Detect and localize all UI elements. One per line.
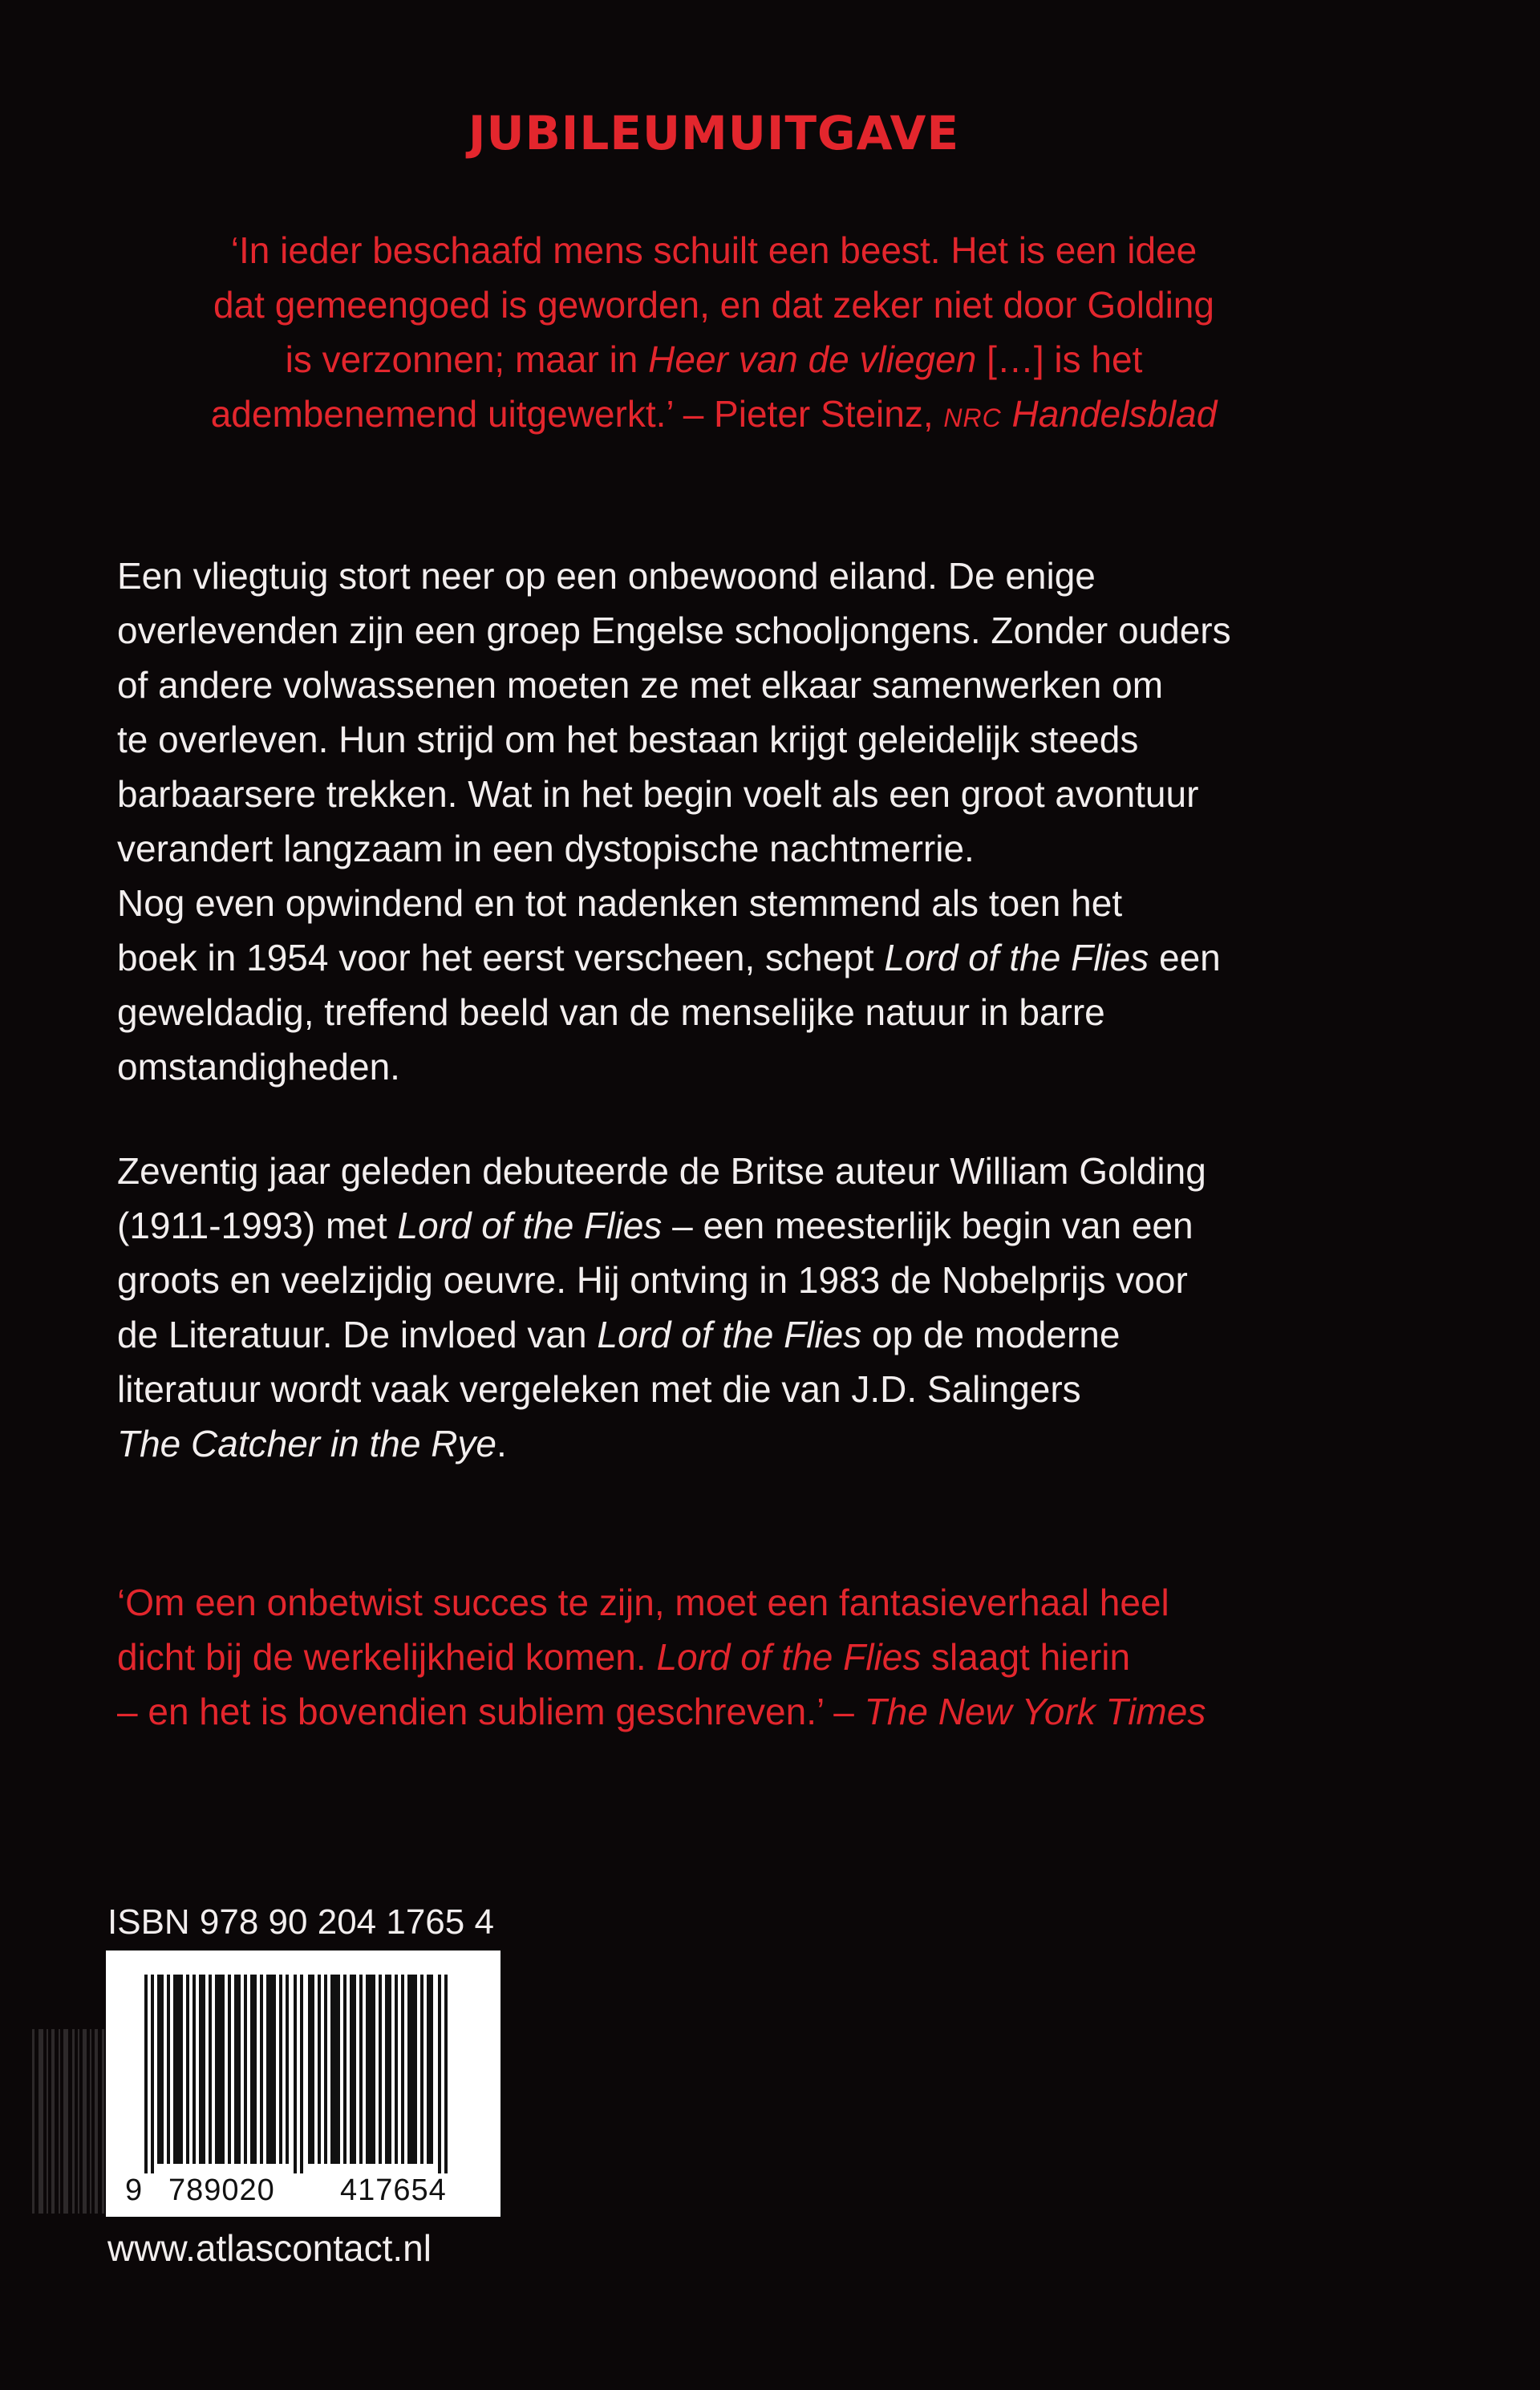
isbn-label: ISBN 978 90 204 1765 4 — [107, 1902, 494, 1942]
quote-line: dat gemeengoed is geworden, en dat zeker niet door Golding — [213, 284, 1214, 326]
synopsis-line: omstandigheden. — [117, 1046, 400, 1088]
top-review-quote — [144, 223, 1283, 445]
author-text: (1911-1993) met — [117, 1205, 398, 1246]
publisher-website: www.atlascontact.nl — [107, 2227, 432, 2269]
quote-text: slaagt hierin — [921, 1636, 1131, 1678]
newspaper-abbrev: NRC — [943, 403, 1002, 432]
synopsis-line: of andere volwassenen moeten ze met elkaar samenwerken om — [117, 664, 1164, 706]
quote-text: […] is het — [976, 338, 1143, 380]
newspaper-name: Handelsblad — [1001, 393, 1218, 435]
quote-line — [117, 1684, 1368, 1739]
book-title: Lord of the Flies — [597, 1314, 862, 1355]
quote-line — [144, 332, 1283, 387]
author-text: de Literatuur. De invloed van — [117, 1314, 598, 1355]
synopsis-line: overlevenden zijn een groep Engelse schooljongens. Zonder ouders — [117, 610, 1231, 651]
bottom-review-quote — [117, 1575, 1368, 1739]
synopsis-line: geweldadig, treffend beeld van de menselijke natuur in barre — [117, 991, 1105, 1033]
newspaper-name: The New York Times — [864, 1691, 1206, 1732]
comparison-title: The Catcher in the Rye — [117, 1423, 497, 1464]
quote-line: ‘Om een onbetwist succes te zijn, moet een fantasieverhaal heel — [117, 1582, 1169, 1623]
synopsis-text: boek in 1954 voor het eerst verscheen, schept — [117, 937, 885, 978]
synopsis-paragraph — [117, 549, 1368, 1094]
synopsis-text: een — [1149, 937, 1221, 978]
author-line: Zeventig jaar geleden debuteerde de Britse auteur William Golding — [117, 1150, 1206, 1192]
author-text: op de moderne — [861, 1314, 1121, 1355]
synopsis-line: Een vliegtuig stort neer op een onbewoond eiland. De enige — [117, 555, 1096, 597]
book-title: Lord of the Flies — [397, 1205, 663, 1246]
book-title: Lord of the Flies — [656, 1636, 922, 1678]
synopsis-line: te overleven. Hun strijd om het bestaan krijgt geleidelijk steeds — [117, 719, 1139, 760]
quote-text: – en het is bovendien subliem geschreven.’ – — [117, 1691, 865, 1732]
synopsis-line: verandert langzaam in een dystopische nachtmerrie. — [117, 828, 975, 869]
author-text: . — [496, 1423, 507, 1464]
barcode-bars — [140, 1975, 467, 2173]
book-title: Lord of the Flies — [884, 937, 1149, 978]
author-line: groots en veelzijdig oeuvre. Hij ontving in 1983 de Nobelprijs voor — [117, 1259, 1188, 1301]
barcode-first-digit: 9 — [125, 2173, 143, 2207]
author-line — [117, 1307, 1368, 1362]
synopsis-line: barbaarsere trekken. Wat in het begin voelt als een groot avontuur — [117, 773, 1199, 815]
author-paragraph — [117, 1144, 1368, 1471]
quote-text: dicht bij de werkelijkheid komen. — [117, 1636, 657, 1678]
synopsis-line — [117, 930, 1368, 985]
barcode — [106, 1950, 500, 2217]
barcode-right-digits: 417654 — [340, 2173, 447, 2207]
quote-line — [117, 1630, 1368, 1684]
author-line — [117, 1416, 1368, 1471]
dutch-title: Heer van de vliegen — [648, 338, 977, 380]
edition-heading: JUBILEUMUITGAVE — [468, 106, 960, 160]
quote-text: is verzonnen; maar in — [285, 338, 649, 380]
quote-attribution: adembenemend uitgewerkt.’ – Pieter Steinz, — [210, 393, 944, 435]
author-line — [117, 1198, 1368, 1253]
synopsis-line: Nog even opwindend en tot nadenken stemmend als toen het — [117, 882, 1123, 924]
author-text: – een meesterlijk begin van een — [662, 1205, 1194, 1246]
quote-line: ‘In ieder beschaafd mens schuilt een beest. Het is een idee — [230, 229, 1198, 271]
quote-line — [144, 387, 1283, 445]
author-line: literatuur wordt vaak vergeleken met die van J.D. Salingers — [117, 1368, 1081, 1410]
barcode-left-digits: 789020 — [168, 2173, 275, 2207]
